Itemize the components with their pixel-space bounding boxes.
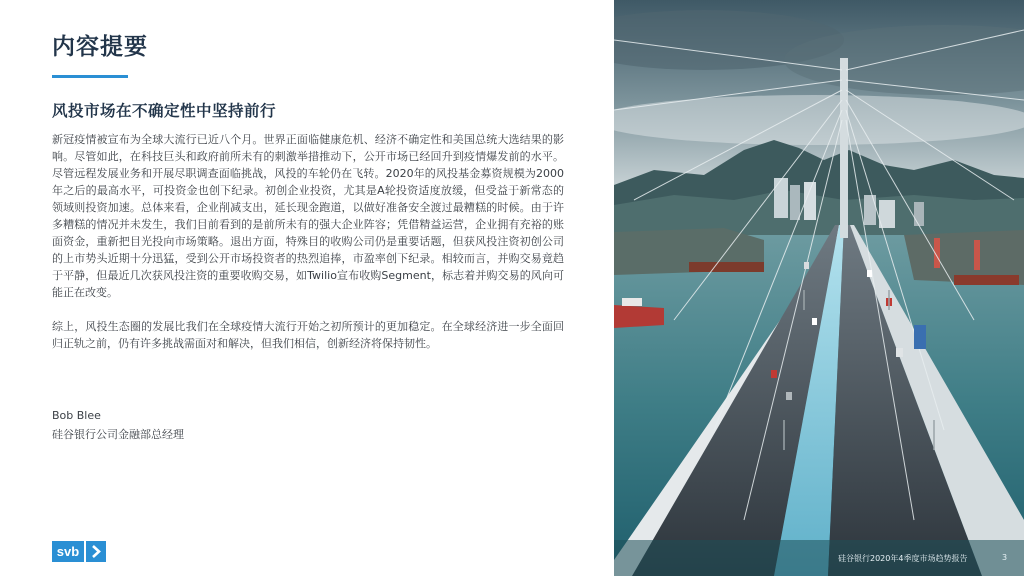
svb-logo-text: svb — [52, 541, 84, 562]
chevron-right-icon — [86, 541, 106, 562]
bridge-photo — [614, 0, 1024, 576]
section-subtitle: 风投市场在不确定性中坚持前行 — [52, 102, 277, 120]
author-title: 硅谷银行公司金融部总经理 — [52, 428, 184, 441]
body-paragraph-2: 综上，风投生态圈的发展比我们在全球疫情大流行开始之初所预计的更加稳定。在全球经济进一步全面回归正轨之前，仍有许多挑战需面对和解决，但我们相信，创新经济将保持韧性。 — [52, 320, 564, 350]
page-title: 内容提要 — [52, 34, 148, 60]
body-paragraph-1: 新冠疫情被宣布为全球大流行已近八个月。世界正面临健康危机、经济不确定性和美国总统大选结果的影响。尽管如此，在科技巨头和政府前所未有的刺激举措推动下，公开市场已经回升到疫情爆发前的水平。尽管远程发展业务和开展尽职调查面临挑战，风投的车轮仍在飞转。2020年的风投基金募资规模为2000年之后的最高水平，可投资金也创下纪录。初创企业投资，尤其是A轮投资适度放缓，但受益于新常态的领域则投资加速。总体来看，企业削减支出，延长现金跑道，以做好准备安全渡过最糟糕的时候。由于许多糟糕的情况并未发生，我们目前看到的是前所未有的强大企业阵容；凭借精益运营，企业拥有充裕的账面资金，重新把目光投向市场策略。退出方面，特殊目的收购公司仍是重要话题，但获风投注资初创公司的上市势头近期十分迅猛，受到公开市场投资者的热烈追捧，市盈率创下纪录。相较而言，并购交易竟趋于平静，但最近几次获风投注资的重要收购交易，如Twilio宣布收购Segment，标志着并购交易的风向可能正在改变。 — [52, 133, 564, 299]
body-text — [52, 131, 564, 369]
author-name: Bob Blee — [52, 409, 101, 422]
page-number: 3 — [1002, 553, 1008, 562]
footer-report-title: 硅谷银行2020年4季度市场趋势报告 — [838, 554, 968, 563]
svb-logo — [52, 541, 106, 562]
title-underline — [52, 75, 128, 78]
